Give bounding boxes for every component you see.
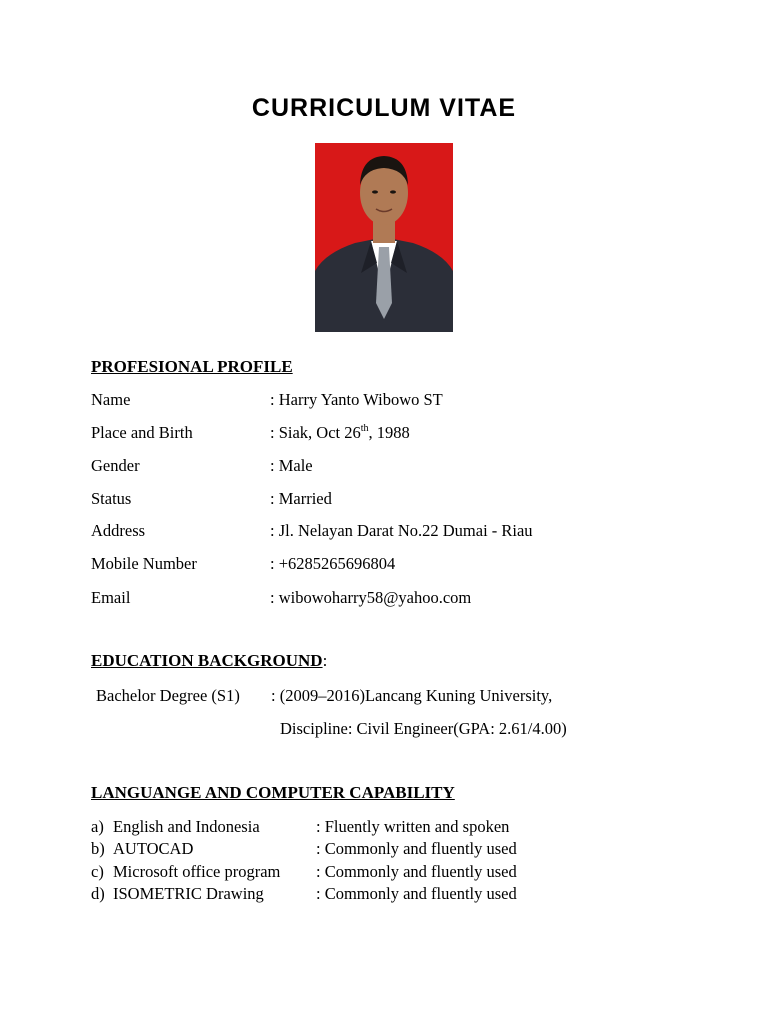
gender-label: Gender: [91, 456, 140, 475]
degree-value: : (2009–2016)Lancang Kuning University,: [271, 686, 553, 705]
profile-photo: [315, 143, 453, 332]
status-label: Status: [91, 489, 132, 508]
email-value: : wibowoharry58@yahoo.com: [270, 588, 472, 607]
degree-label: Bachelor Degree (S1): [96, 686, 240, 705]
birth-value: : Siak, Oct 26th, 1988: [270, 422, 410, 442]
profile-photo-image: [315, 143, 453, 332]
address-label: Address: [91, 521, 146, 540]
birth-label: Place and Birth: [91, 423, 193, 442]
status-value: : Married: [270, 489, 332, 508]
mobile-value: : +6285265696804: [270, 554, 396, 573]
gender-value: : Male: [270, 456, 313, 475]
email-label: Email: [91, 588, 131, 607]
address-value: : Jl. Nelayan Darat No.22 Dumai - Riau: [270, 521, 533, 540]
languages-heading: LANGUANGE AND COMPUTER CAPABILITY: [91, 783, 455, 802]
name-label: Name: [91, 390, 131, 409]
name-value: : Harry Yanto Wibowo ST: [270, 390, 443, 409]
profile-heading: PROFESIONAL PROFILE: [91, 357, 293, 376]
page-title: CURRICULUM VITAE: [251, 94, 517, 122]
education-heading: EDUCATION BACKGROUND:: [91, 651, 328, 670]
mobile-label: Mobile Number: [91, 554, 197, 573]
discipline-value: Discipline: Civil Engineer(GPA: 2.61/4.00): [280, 719, 567, 738]
